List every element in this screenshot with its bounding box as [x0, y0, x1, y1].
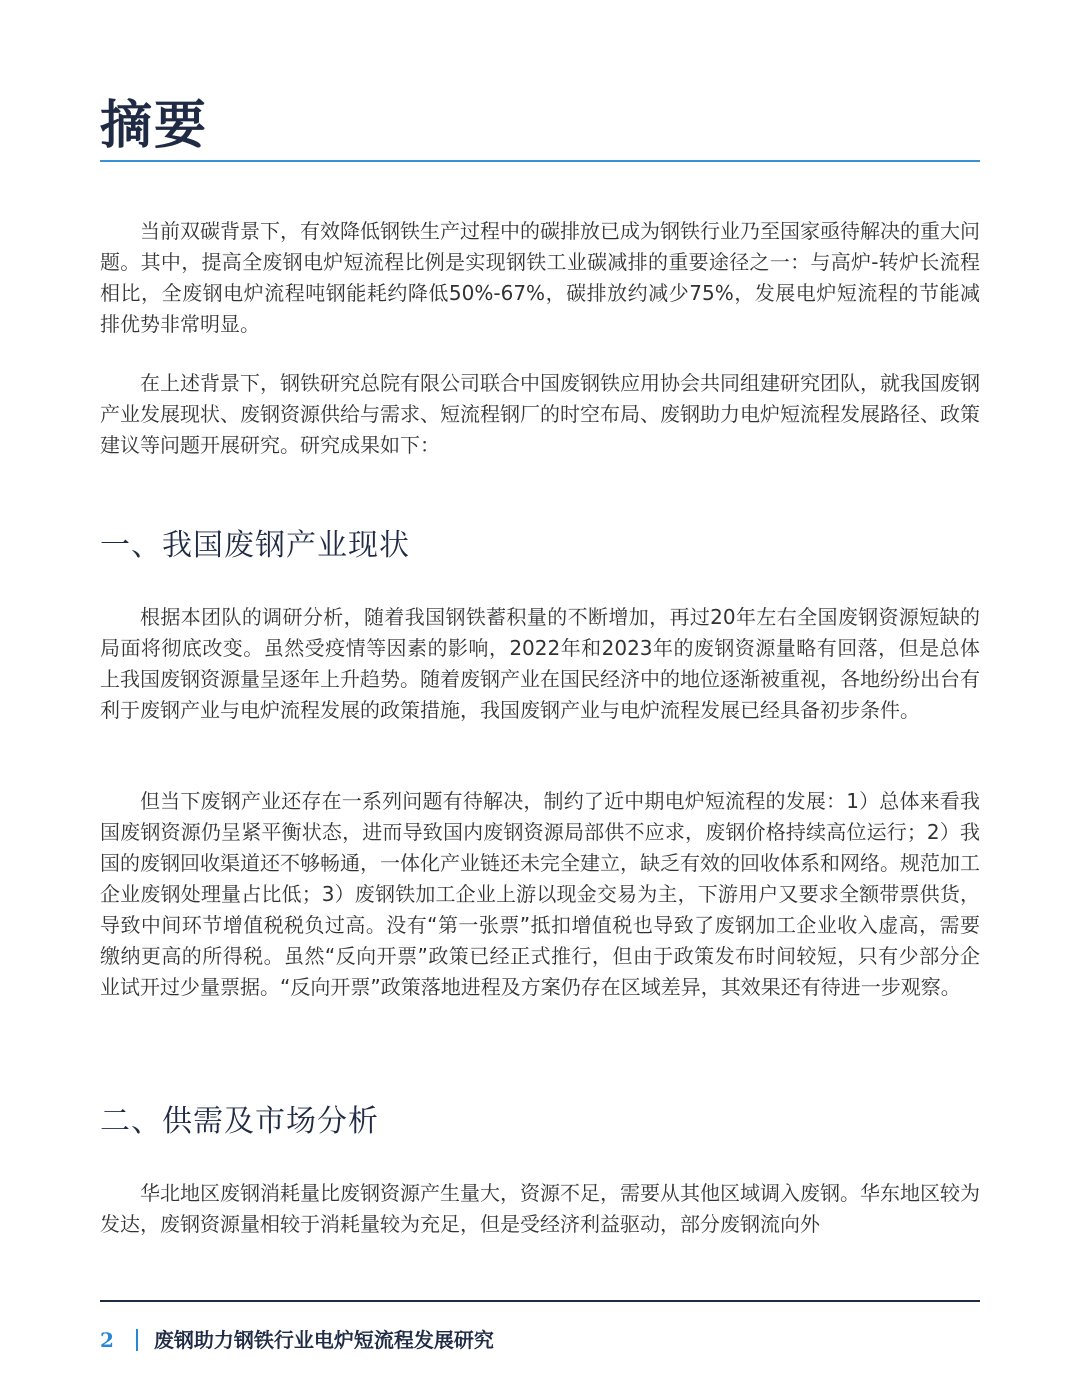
page-number: 2	[100, 1328, 114, 1352]
section2-paragraph-1: 华北地区废钢消耗量比废钢资源产生量大，资源不足，需要从其他区域调入废钢。华东地区较为发达，废钢资源量相较于消耗量较为充足，但是受经济利益驱动，部分废钢流向外	[100, 1181, 980, 1236]
page-title: 摘要	[100, 96, 209, 156]
footer-separator	[136, 1329, 138, 1351]
footer-divider	[100, 1300, 980, 1302]
page-footer	[100, 1326, 494, 1354]
section1-paragraph-1: 根据本团队的调研分析，随着我国钢铁蓄积量的不断增加，再过20年左右全国废钢资源短缺的局面将彻底改变。虽然受疫情等因素的影响，2022年和2023年的废钢资源量略有回落，但是总体上我国废钢资源量呈逐年上升趋势。随着废钢产业在国民经济中的地位逐渐被重视，各地纷纷出台有利于废钢产业与电炉流程发展的政策措施，我国废钢产业与电炉流程发展已经具备初步条件。	[100, 605, 980, 722]
section1-paragraph-2: 但当下废钢产业还存在一系列问题有待解决，制约了近中期电炉短流程的发展：1）总体来看我国废钢资源仍呈紧平衡状态，进而导致国内废钢资源局部供不应求，废钢价格持续高位运行；2）我国的废钢回收渠道还不够畅通，一体化产业链还未完全建立，缺乏有效的回收体系和网络。规范加工企业废钢处理量占比低；3）废钢铁加工企业上游以现金交易为主，下游用户又要求全额带票供货，导致中间环节增值税税负过高。没有“第一张票”抵扣增值税也导致了废钢加工企业收入虚高，需要缴纳更高的所得税。虽然“反向开票”政策已经正式推行，但由于政策发布时间较短，只有少部分企业试开过少量票据。“反向开票”政策落地进程及方案仍存在区域差异，其效果还有待进一步观察。	[100, 789, 980, 999]
section-heading-2: 二、供需及市场分析	[100, 1104, 379, 1139]
intro-paragraph-2: 在上述背景下，钢铁研究总院有限公司联合中国废钢铁应用协会共同组建研究团队，就我国废钢产业发展现状、废钢资源供给与需求、短流程钢厂的时空布局、废钢助力电炉短流程发展路径、政策建议等问题开展研究。研究成果如下：	[100, 371, 980, 457]
report-title: 废钢助力钢铁行业电炉短流程发展研究	[153, 1328, 494, 1352]
section-heading-1: 一、我国废钢产业现状	[100, 528, 410, 563]
intro-paragraph-1: 当前双碳背景下，有效降低钢铁生产过程中的碳排放已成为钢铁行业乃至国家亟待解决的重大问题。其中，提高全废钢电炉短流程比例是实现钢铁工业碳减排的重要途径之一：与高炉-转炉长流程相比，全废钢电炉流程吨钢能耗约降低50%-67%，碳排放约减少75%，发展电炉短流程的节能减排优势非常明显。	[100, 219, 980, 336]
title-divider	[100, 160, 980, 162]
